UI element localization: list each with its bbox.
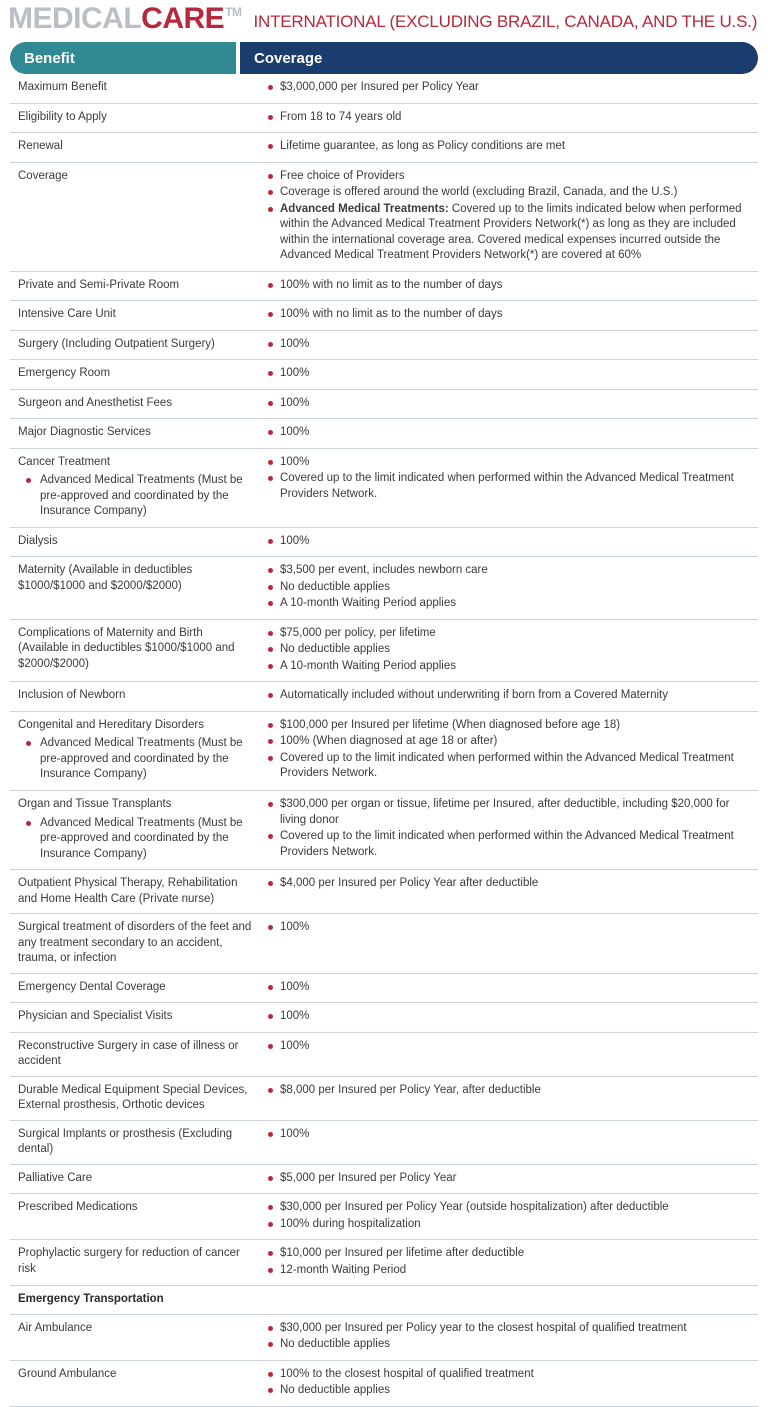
coverage-cell [266,425,758,442]
coverage-item: $30,000 per Insured per Policy year to the closest hospital of qualified treatment [266,1321,758,1337]
coverage-list [266,980,758,996]
coverage-cell [266,1200,758,1233]
coverage-cell [266,455,758,504]
coverage-item: From 18 to 74 years old [266,110,758,126]
table-row [10,1315,758,1361]
benefit-cell [10,876,266,907]
table-row [10,974,758,1004]
table-row [10,1033,758,1077]
benefit-label: Congenital and Hereditary Disorders [18,718,205,731]
coverage-list [266,920,758,936]
benefit-cell [10,169,266,185]
benefit-label: Major Diagnostic Services [18,426,151,439]
coverage-cell [266,1321,758,1354]
coverage-list [266,425,758,441]
coverage-cell [266,278,758,295]
table-row [10,1361,758,1407]
coverage-list [266,1367,758,1399]
benefit-cell [10,563,266,594]
benefit-cell [10,425,266,441]
coverage-item-lead: Advanced Medical Treatments: [280,202,449,215]
benefit-cell [10,110,266,126]
benefit-sub-item: Advanced Medical Treatments (Must be pre-approved and coordinated by the Insurance Company) [18,816,256,863]
coverage-list [266,1127,758,1143]
benefit-cell [10,797,266,863]
coverage-item: Covered up to the limit indicated when performed within the Advanced Medical Treatment Providers Network. [266,751,758,782]
coverage-cell [266,1009,758,1026]
coverage-item: 100% during hospitalization [266,1217,758,1233]
table-row [10,620,758,683]
table-row [10,390,758,420]
coverage-list [266,688,758,704]
coverage-cell [266,337,758,354]
coverage-cell [266,1039,758,1056]
coverage-item: No deductible applies [266,1337,758,1353]
table-header [10,42,758,74]
table-row [10,1286,758,1315]
masthead [0,0,768,40]
benefit-cell [10,626,266,673]
table-row [10,528,758,558]
coverage-item: 100% to the closest hospital of qualified treatment [266,1367,758,1383]
coverage-item: $8,000 per Insured per Policy Year, after deductible [266,1083,758,1099]
table-row [10,331,758,361]
coverage-list [266,278,758,294]
coverage-item: Coverage is offered around the world (excluding Brazil, Canada, and the U.S.) [266,185,758,201]
coverage-item: A 10-month Waiting Period applies [266,596,758,612]
benefit-cell [10,80,266,96]
benefit-label: Intensive Care Unit [18,308,116,321]
coverage-list [266,455,758,503]
table-row [10,419,758,449]
coverage-item: 100% [266,1039,758,1055]
table-row [10,1077,758,1121]
coverage-list [266,534,758,550]
benefit-label: Organ and Tissue Transplants [18,797,172,810]
brand-word-medical: MEDICAL [8,2,142,35]
coverage-cell [266,688,758,705]
table-row [10,449,758,528]
coverage-item: $300,000 per organ or tissue, lifetime per Insured, after deductible, including $20,000 for living donor [266,797,758,828]
benefit-cell [10,1083,266,1114]
table-row [10,133,758,163]
benefit-label: Prescribed Medications [18,1201,138,1214]
benefit-cell [10,1200,266,1216]
table-row [10,163,758,272]
table-row [10,914,758,974]
table-row [10,74,758,104]
benefit-label: Ground Ambulance [18,1367,117,1380]
coverage-list [266,563,758,612]
coverage-list [266,110,758,126]
benefit-label: Coverage [18,169,68,182]
coverage-list [266,139,758,155]
coverage-item: $3,000,000 per Insured per Policy Year [266,80,758,96]
coverage-list [266,169,758,264]
coverage-item: 12-month Waiting Period [266,1263,758,1279]
coverage-item: No deductible applies [266,580,758,596]
benefit-label: Emergency Dental Coverage [18,980,166,993]
coverage-item: Free choice of Providers [266,169,758,185]
coverage-list [266,1083,758,1099]
coverage-item: $75,000 per policy, per lifetime [266,626,758,642]
brand-word-care: CARE [141,2,225,35]
coverage-list [266,366,758,382]
coverage-cell [266,876,758,893]
coverage-cell [266,139,758,156]
benefit-label: Maternity (Available in deductibles $1000/$1000 and $2000/$2000) [18,564,193,592]
coverage-item: Automatically included without underwriting if born from a Covered Maternity [266,688,758,704]
table-row [10,1240,758,1286]
coverage-cell [266,980,758,997]
benefit-label: Maximum Benefit [18,81,107,93]
coverage-cell [266,718,758,783]
benefit-label: Prophylactic surgery for reduction of cancer risk [18,1247,240,1275]
benefit-cell [10,688,266,704]
coverage-cell [266,1246,758,1279]
coverage-cell [266,80,758,97]
benefit-label: Outpatient Physical Therapy, Rehabilitation and Home Health Care (Private nurse) [18,877,238,905]
coverage-item: Covered up to the limit indicated when performed within the Advanced Medical Treatment Providers Network. [266,471,758,502]
coverage-item: 100% [266,980,758,996]
coverage-cell [266,797,758,861]
benefit-sub-item: Advanced Medical Treatments (Must be pre-approved and coordinated by the Insurance Company) [18,736,256,783]
coverage-cell [266,1127,758,1144]
benefit-cell [10,1009,266,1025]
benefit-cell [10,366,266,382]
coverage-list [266,1200,758,1232]
section-heading: Emergency Transportation [18,1293,164,1306]
coverage-list [266,337,758,353]
table-row [10,712,758,791]
coverage-list [266,396,758,412]
table-row [10,360,758,390]
coverage-item: $10,000 per Insured per lifetime after deductible [266,1246,758,1262]
benefit-label: Surgeon and Anesthetist Fees [18,396,173,409]
benefit-label: Surgery (Including Outpatient Surgery) [18,337,215,350]
coverage-list [266,307,758,323]
coverage-list [266,1246,758,1278]
coverage-cell [266,563,758,613]
coverage-cell [266,1083,758,1100]
benefit-cell [10,278,266,294]
table-row [10,104,758,134]
benefit-cell [10,1292,266,1308]
coverage-list [266,876,758,892]
header-benefit: Benefit [10,42,236,74]
coverage-item: 100% [266,920,758,936]
coverage-item: A 10-month Waiting Period applies [266,659,758,675]
benefit-label: Surgical Implants or prosthesis (Excluding dental) [18,1127,233,1156]
benefit-cell [10,1039,266,1070]
coverage-list [266,1171,758,1187]
coverage-list [266,80,758,96]
table-row [10,682,758,712]
benefit-label: Air Ambulance [18,1321,93,1334]
coverage-item: 100% (When diagnosed at age 18 or after) [266,734,758,750]
coverage-list [266,1039,758,1055]
benefit-label: Renewal [18,140,63,153]
benefit-cell [10,396,266,412]
coverage-list [266,1321,758,1353]
coverage-item: 100% with no limit as to the number of days [266,278,758,294]
trademark-symbol: TM [225,5,242,19]
coverage-item: Advanced Medical Treatments: Covered up to the limits indicated below when performed within the Advanced Medical Treatment Providers Network(*) as long as they are included within the international coverage area. Covered medical expenses incurred outside the Advanced Medical Treatment Providers Network(*) are covered at 60% [266,202,758,264]
coverage-item: 100% [266,425,758,441]
coverage-cell [266,396,758,413]
coverage-item: 100% [266,396,758,412]
coverage-item: No deductible applies [266,1383,758,1399]
coverage-list [266,626,758,675]
benefit-label: Durable Medical Equipment Special Devices, External prosthesis, Orthotic devices [18,1083,248,1112]
coverage-item: No deductible applies [266,642,758,658]
coverage-item: Covered up to the limit indicated when performed within the Advanced Medical Treatment Providers Network. [266,829,758,860]
benefit-label: Reconstructive Surgery in case of illness or accident [18,1039,239,1068]
table-row [10,272,758,302]
table-row [10,1121,758,1165]
header-coverage: Coverage [240,42,758,74]
benefit-cell [10,1171,266,1187]
table-row [10,301,758,331]
coverage-cell [266,307,758,324]
benefits-table [10,74,758,1407]
coverage-list [266,797,758,860]
benefit-cell [10,1246,266,1277]
coverage-item: 100% [266,337,758,353]
benefit-cell [10,337,266,353]
coverage-cell [266,169,758,265]
coverage-item: 100% with no limit as to the number of days [266,307,758,323]
benefit-cell [10,534,266,550]
benefit-sub-item: Advanced Medical Treatments (Must be pre-approved and coordinated by the Insurance Company) [18,473,256,520]
benefit-sub-list [18,736,256,783]
benefit-cell [10,307,266,323]
benefit-label: Surgical treatment of disorders of the feet and any treatment secondary to an accident, trauma, or infection [18,921,252,965]
benefit-label: Emergency Room [18,367,111,380]
benefit-label: Dialysis [18,534,58,547]
benefit-cell [10,980,266,996]
benefit-cell [10,1367,266,1383]
coverage-cell [266,1367,758,1400]
benefit-cell [10,920,266,967]
benefit-label: Cancer Treatment [18,455,111,468]
table-row [10,1194,758,1240]
coverage-item: 100% [266,1009,758,1025]
coverage-item: 100% [266,1127,758,1143]
coverage-cell [266,110,758,127]
coverage-cell [266,366,758,383]
benefit-cell [10,718,266,784]
coverage-item: $100,000 per Insured per lifetime (When diagnosed before age 18) [266,718,758,734]
table-row [10,1003,758,1033]
benefit-cell [10,455,266,521]
coverage-item: $4,000 per Insured per Policy Year after deductible [266,876,758,892]
table-row [10,1165,758,1195]
benefit-label: Palliative Care [18,1171,93,1184]
benefit-label: Eligibility to Apply [18,110,107,123]
benefit-cell [10,1127,266,1158]
table-row [10,791,758,870]
benefit-cell [10,1321,266,1337]
coverage-list [266,1009,758,1025]
coverage-item: $30,000 per Insured per Policy Year (outside hospitalization) after deductible [266,1200,758,1216]
coverage-cell [266,1171,758,1188]
coverage-item: $5,000 per Insured per Policy Year [266,1171,758,1187]
coverage-item: 100% [266,534,758,550]
coverage-item: 100% [266,455,758,471]
table-row [10,557,758,620]
benefit-label: Private and Semi-Private Room [18,278,180,291]
benefit-cell [10,139,266,155]
coverage-item: Lifetime guarantee, as long as Policy conditions are met [266,139,758,155]
coverage-cell [266,534,758,551]
coverage-cell [266,920,758,937]
coverage-item: $3,500 per event, includes newborn care [266,563,758,579]
benefit-label: Inclusion of Newborn [18,689,126,702]
coverage-cell [266,626,758,676]
table-row [10,870,758,914]
benefit-label: Physician and Specialist Visits [18,1010,173,1023]
benefit-sub-list [18,816,256,863]
coverage-list [266,718,758,782]
page-title: INTERNATIONAL (EXCLUDING BRAZIL, CANADA, AND THE U.S.) [253,12,758,31]
benefit-sub-list [18,473,256,520]
coverage-item: 100% [266,366,758,382]
brand-logo [8,4,242,34]
benefit-label: Complications of Maternity and Birth (Available in deductibles $1000/$1000 and $2000/$2000) [18,626,235,670]
